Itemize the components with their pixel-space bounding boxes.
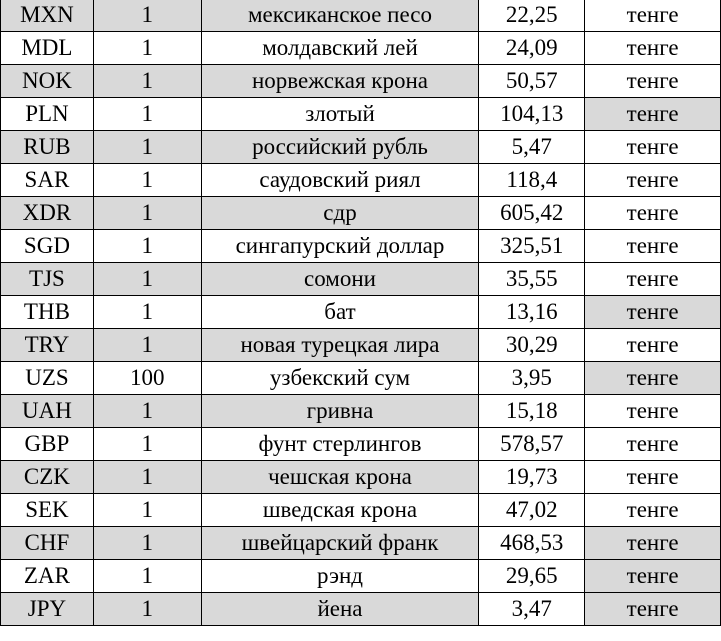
unit-cell: тенге [585, 461, 721, 494]
currency-name-cell: новая турецкая лира [201, 329, 479, 362]
rates-table-body [1, 0, 721, 626]
table-row [1, 131, 721, 164]
table-row [1, 560, 721, 593]
nominal-cell: 1 [93, 329, 201, 362]
nominal-cell: 1 [93, 131, 201, 164]
table-row [1, 461, 721, 494]
currency-code-cell: RUB [1, 131, 94, 164]
nominal-cell: 1 [93, 560, 201, 593]
currency-name-cell: молдавский лей [201, 32, 479, 65]
nominal-cell: 1 [93, 494, 201, 527]
table-row [1, 65, 721, 98]
currency-code-cell: TJS [1, 263, 94, 296]
currency-code-cell: MXN [1, 0, 94, 32]
unit-cell: тенге [585, 428, 721, 461]
currency-code-cell: CHF [1, 527, 94, 560]
table-row [1, 362, 721, 395]
rate-cell: 118,4 [479, 164, 585, 197]
nominal-cell: 1 [93, 32, 201, 65]
unit-cell: тенге [585, 296, 721, 329]
rate-cell: 3,95 [479, 362, 585, 395]
unit-cell: тенге [585, 0, 721, 32]
currency-code-cell: XDR [1, 197, 94, 230]
table-row [1, 98, 721, 131]
currency-code-cell: UZS [1, 362, 94, 395]
rate-cell: 605,42 [479, 197, 585, 230]
rate-cell: 30,29 [479, 329, 585, 362]
nominal-cell: 1 [93, 263, 201, 296]
currency-name-cell: фунт стерлингов [201, 428, 479, 461]
unit-cell: тенге [585, 131, 721, 164]
currency-name-cell: сингапурский доллар [201, 230, 479, 263]
currency-name-cell: узбекский сум [201, 362, 479, 395]
currency-name-cell: российский рубль [201, 131, 479, 164]
nominal-cell: 1 [93, 197, 201, 230]
rate-cell: 104,13 [479, 98, 585, 131]
unit-cell: тенге [585, 65, 721, 98]
table-row [1, 296, 721, 329]
rate-cell: 5,47 [479, 131, 585, 164]
currency-code-cell: TRY [1, 329, 94, 362]
rate-cell: 468,53 [479, 527, 585, 560]
currency-name-cell: сомони [201, 263, 479, 296]
currency-name-cell: швейцарский франк [201, 527, 479, 560]
table-row [1, 32, 721, 65]
currency-name-cell: йена [201, 593, 479, 626]
rate-cell: 13,16 [479, 296, 585, 329]
currency-name-cell: бат [201, 296, 479, 329]
currency-code-cell: UAH [1, 395, 94, 428]
unit-cell: тенге [585, 197, 721, 230]
currency-name-cell: саудовский риял [201, 164, 479, 197]
currency-name-cell: сдр [201, 197, 479, 230]
nominal-cell: 1 [93, 98, 201, 131]
currency-name-cell: злотый [201, 98, 479, 131]
currency-code-cell: SAR [1, 164, 94, 197]
unit-cell: тенге [585, 395, 721, 428]
rate-cell: 578,57 [479, 428, 585, 461]
table-row [1, 395, 721, 428]
table-row [1, 0, 721, 32]
currency-code-cell: NOK [1, 65, 94, 98]
table-row [1, 263, 721, 296]
nominal-cell: 100 [93, 362, 201, 395]
currency-name-cell: шведская крона [201, 494, 479, 527]
unit-cell: тенге [585, 560, 721, 593]
unit-cell: тенге [585, 494, 721, 527]
currency-code-cell: CZK [1, 461, 94, 494]
nominal-cell: 1 [93, 296, 201, 329]
table-row [1, 593, 721, 626]
rate-cell: 29,65 [479, 560, 585, 593]
nominal-cell: 1 [93, 527, 201, 560]
rate-cell: 22,25 [479, 0, 585, 32]
currency-code-cell: ZAR [1, 560, 94, 593]
unit-cell: тенге [585, 230, 721, 263]
nominal-cell: 1 [93, 593, 201, 626]
table-row [1, 329, 721, 362]
nominal-cell: 1 [93, 230, 201, 263]
nominal-cell: 1 [93, 461, 201, 494]
nominal-cell: 1 [93, 428, 201, 461]
nominal-cell: 1 [93, 164, 201, 197]
currency-name-cell: рэнд [201, 560, 479, 593]
currency-name-cell: чешская крона [201, 461, 479, 494]
currency-code-cell: GBP [1, 428, 94, 461]
nominal-cell: 1 [93, 65, 201, 98]
table-row [1, 164, 721, 197]
rate-cell: 325,51 [479, 230, 585, 263]
unit-cell: тенге [585, 527, 721, 560]
currency-code-cell: SGD [1, 230, 94, 263]
unit-cell: тенге [585, 164, 721, 197]
unit-cell: тенге [585, 329, 721, 362]
currency-code-cell: SEK [1, 494, 94, 527]
unit-cell: тенге [585, 593, 721, 626]
currency-name-cell: мексиканское песо [201, 0, 479, 32]
currency-code-cell: JPY [1, 593, 94, 626]
rate-cell: 35,55 [479, 263, 585, 296]
currency-name-cell: гривна [201, 395, 479, 428]
unit-cell: тенге [585, 362, 721, 395]
nominal-cell: 1 [93, 0, 201, 32]
currency-code-cell: PLN [1, 98, 94, 131]
table-row [1, 494, 721, 527]
nominal-cell: 1 [93, 395, 201, 428]
unit-cell: тенге [585, 263, 721, 296]
table-row [1, 428, 721, 461]
table-row [1, 527, 721, 560]
currency-code-cell: THB [1, 296, 94, 329]
rate-cell: 47,02 [479, 494, 585, 527]
unit-cell: тенге [585, 32, 721, 65]
currency-name-cell: норвежская крона [201, 65, 479, 98]
unit-cell: тенге [585, 98, 721, 131]
table-row [1, 230, 721, 263]
table-row [1, 197, 721, 230]
rate-cell: 19,73 [479, 461, 585, 494]
rate-cell: 3,47 [479, 593, 585, 626]
rate-cell: 50,57 [479, 65, 585, 98]
currency-code-cell: MDL [1, 32, 94, 65]
rate-cell: 15,18 [479, 395, 585, 428]
rate-cell: 24,09 [479, 32, 585, 65]
